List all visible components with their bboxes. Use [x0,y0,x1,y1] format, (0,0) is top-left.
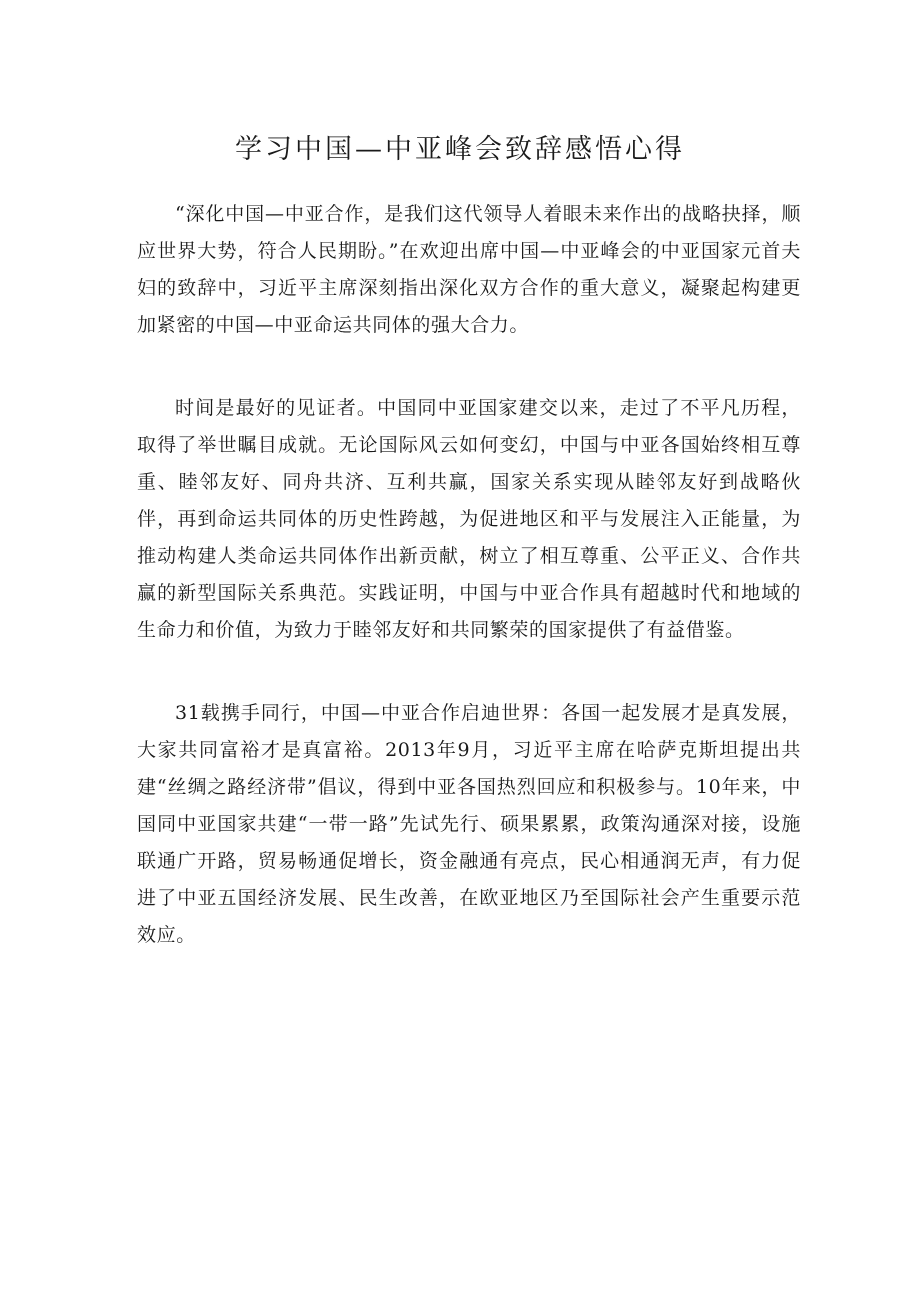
paragraph-2: 时间是最好的见证者。中国同中亚国家建交以来，走过了不平凡历程，取得了举世瞩目成就。无论国际风云如何变幻，中国与中亚各国始终相互尊重、睦邻友好、同舟共济、互利共赢，国家关系实现从睦邻友好到战略伙伴，再到命运共同体的历史性跨越，为促进地区和平与发展注入正能量，为推动构建人类命运共同体作出新贡献，树立了相互尊重、公平正义、合作共赢的新型国际关系典范。实践证明，中国与中亚合作具有超越时代和地域的生命力和价值，为致力于睦邻友好和共同繁荣的国家提供了有益借鉴。 [137,397,801,641]
paragraph-1: “深化中国—中亚合作，是我们这代领导人着眼未来作出的战略抉择，顺应世界大势，符合人民期盼。”在欢迎出席中国—中亚峰会的中亚国家元首夫妇的致辞中，习近平主席深刻指出深化双方合作的重大意义，凝聚起构建更加紧密的中国—中亚命运共同体的强大合力。 [137,203,801,336]
document-body [137,196,801,954]
document-title: 学习中国—中亚峰会致辞感悟心得 [235,134,685,165]
paragraph-3: 31载携手同行，中国—中亚合作启迪世界：各国一起发展才是真发展，大家共同富裕才是真富裕。2013年9月，习近平主席在哈萨克斯坦提出共建“丝绸之路经济带”倡议，得到中亚各国热烈回应和积极参与。10年来，中国同中亚国家共建“一带一路”先试先行、硕果累累，政策沟通深对接，设施联通广开路，贸易畅通促增长，资金融通有亮点，民心相通润无声，有力促进了中亚五国经济发展、民生改善，在欧亚地区乃至国际社会产生重要示范效应。 [137,702,801,946]
